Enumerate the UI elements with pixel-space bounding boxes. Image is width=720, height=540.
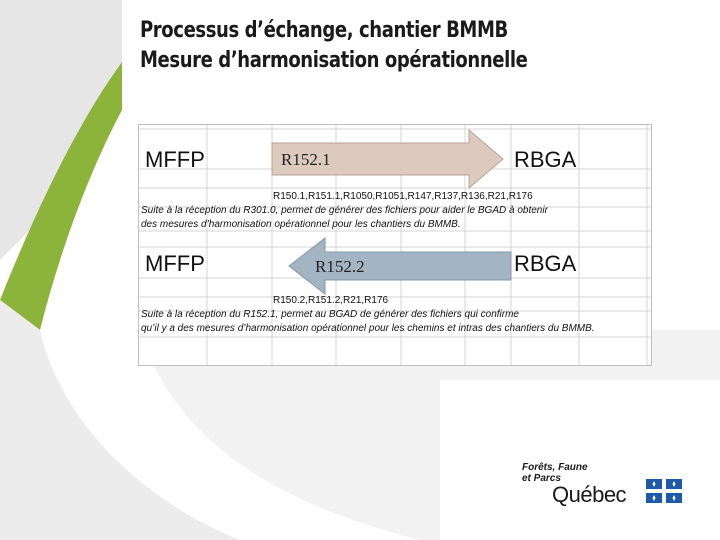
row1-right-label: RBGA bbox=[514, 147, 577, 172]
row2-left-label: MFFP bbox=[145, 251, 205, 276]
spreadsheet-panel bbox=[138, 124, 652, 366]
row1-note-line-1: Suite à la réception du R301.0, permet de générer des fichiers pour aider le BGAD à obtenir bbox=[141, 205, 548, 216]
row1-arrow-label: R152.1 bbox=[281, 150, 331, 169]
logo-quebec-name: Québec bbox=[552, 482, 627, 507]
quebec-logo bbox=[522, 462, 692, 522]
page-title bbox=[140, 16, 527, 76]
row2-right-label: RBGA bbox=[514, 251, 577, 276]
title-line-2: Mesure d’harmonisation opérationnelle bbox=[140, 48, 528, 73]
row1-codes: R150.1,R151.1,R1050,R1051,R147,R137,R136,R21,R176 bbox=[273, 191, 533, 202]
row2-codes: R150.2,R151.2,R21,R176 bbox=[273, 295, 389, 306]
row2-note-line-2: qu’il y a des mesures d’harmonisation opérationnel pour les chemins et intras des chantiers du BMMB. bbox=[141, 323, 595, 334]
row2-note-line-1: Suite à la réception du R152.1, permet au BGAD de générer des fichiers qui confirme bbox=[141, 309, 519, 320]
row1-note-line-2: des mesures d’harmonisation opérationnel pour les chantiers du BMMB. bbox=[141, 219, 461, 230]
row2-arrow-label: R152.2 bbox=[315, 257, 365, 276]
logo-line-1: Forêts, Faune bbox=[522, 462, 588, 473]
fleur-de-lis-flag-icon bbox=[646, 479, 682, 503]
row1-left-label: MFFP bbox=[145, 147, 205, 172]
logo-line-2: et Parcs bbox=[522, 473, 561, 484]
title-line-1: Processus d’échange, chantier BMMB bbox=[140, 18, 508, 43]
